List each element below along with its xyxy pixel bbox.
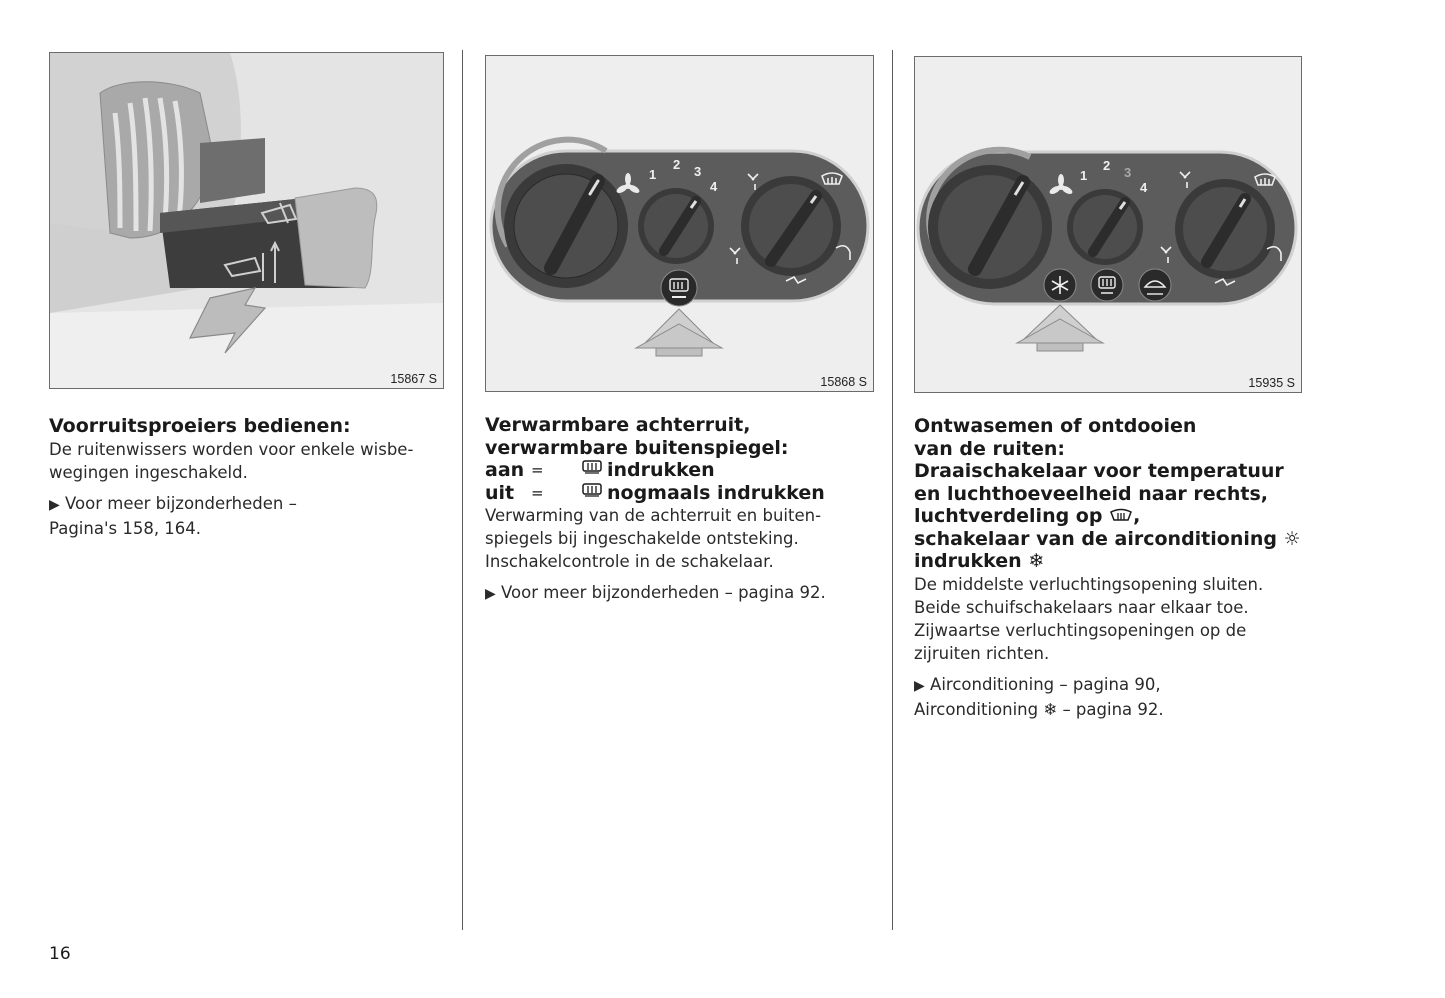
fan-speed-label: 1 [649,167,657,182]
state-row-off: uit = nogmaals indrukken [485,481,825,504]
section-heading-press: indrukken ❄ [914,550,1045,572]
section-heading: en luchthoeveelheid naar rechts, [914,482,1269,505]
fan-dial[interactable] [638,188,714,264]
arrow-right-icon: ▶ [49,496,60,513]
section-heading: Voorruitsproeiers bedienen: [49,415,351,437]
fan-dial[interactable] [1067,189,1143,265]
body-line: zijruiten richten. [914,643,1050,663]
section-heading: Draaischakelaar voor temperatuur [914,460,1284,482]
fan-speed-label: 3 [694,164,702,179]
body-line: Zijwaartse verluchtingsopeningen op de [914,620,1247,640]
temperature-dial[interactable] [928,165,1052,289]
column-wiper [49,52,445,540]
arrow-right-icon: ▶ [914,677,925,694]
rear-window-heat-button[interactable] [661,270,697,306]
column-defrost [914,56,1314,721]
body-line: Beide schuifschakelaars naar elkaar toe. [914,597,1249,617]
column-divider [892,50,893,930]
reference-link[interactable]: ▶ Airconditioning – pagina 90, Airconditioning ❄ – pagina 92. [914,674,1164,719]
heater-panel-photo [485,55,874,392]
section-heading: Verwarmbare achterruit, [485,414,751,436]
wiper-stalk-photo [49,52,444,389]
fan-speed-label: 4 [1140,180,1148,195]
reference-link[interactable]: ▶ Voor meer bijzonderheden – pagina 92. [485,583,826,602]
figure-id: 15868 S [820,375,867,389]
column-divider [462,50,463,930]
temperature-dial[interactable] [504,164,628,288]
column-rear-heat [485,55,875,606]
snowflake-icon: ❄ [1028,550,1045,572]
snowflake-icon: ❄ [1043,699,1058,719]
distribution-dial[interactable] [1175,179,1275,279]
fan-speed-label: 4 [710,179,718,194]
body-line: wegingen ingeschakeld. [49,462,248,482]
figure-id: 15867 S [390,372,437,386]
windscreen-defrost-icon [1109,508,1133,524]
body-line: Inschakelcontrole in de schakelaar. [485,552,774,571]
body-line: De middelste verluchtingsopening sluiten. [914,574,1264,594]
section-heading-distribution: luchtverdeling op , [914,505,1141,527]
rear-window-heat-icon [581,459,603,475]
fan-speed-label: 2 [1103,158,1111,173]
rear-window-heat-icon [581,482,603,498]
section-heading: verwarmbare buitenspiegel: [485,436,789,459]
section-heading: van de ruiten: [914,437,1065,460]
wiper-stalk-illustration [50,53,443,388]
figure-id: 15935 S [1248,376,1295,390]
body-line: Verwarming van de achterruit en buiten- [485,506,822,525]
body-line: De ruitenwissers worden voor enkele wisbe- [49,439,414,459]
ac-panel-illustration [915,57,1301,392]
section-heading-ac: schakelaar van de airconditioning ☼ [914,527,1301,550]
fan-speed-label: 3 [1124,165,1132,180]
state-row-on: aan = indrukken [485,459,715,481]
ac-panel-photo [914,56,1302,393]
page-number: 16 [49,944,71,964]
recirculation-button[interactable] [1139,269,1171,301]
ac-button[interactable] [1044,269,1076,301]
rear-window-heat-button[interactable] [1091,269,1123,301]
body-line: spiegels bij ingeschakelde ontsteking. [485,529,799,548]
section-heading: Ontwasemen of ontdooien [914,415,1197,437]
ac-icon: ☼ [1283,527,1301,550]
distribution-dial[interactable] [741,176,841,276]
fan-speed-label: 2 [673,157,681,172]
reference-link[interactable]: ▶ Voor meer bijzonderheden – Pagina's 158, 164. [49,493,297,538]
fan-speed-label: 1 [1080,168,1088,183]
heater-panel-illustration [486,56,873,391]
arrow-right-icon: ▶ [485,586,496,602]
